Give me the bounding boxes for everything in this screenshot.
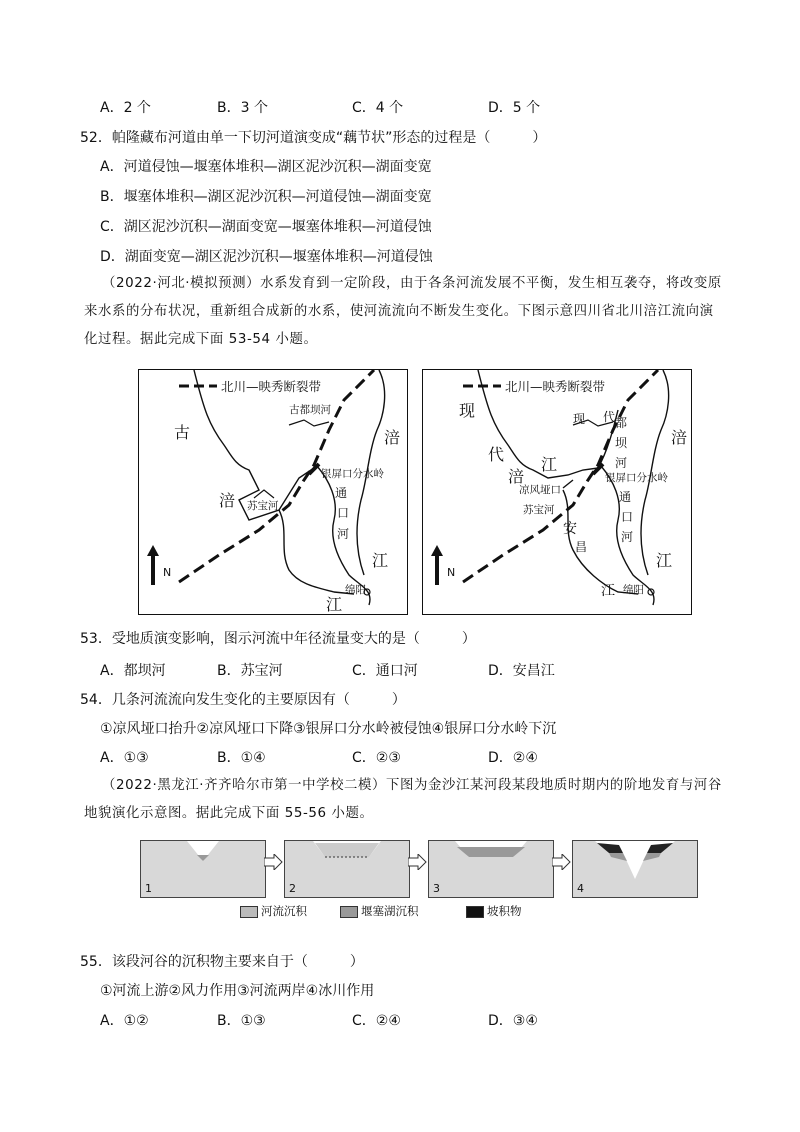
- q51-option-d: D．5 个: [488, 100, 541, 116]
- map-ancient: [138, 369, 408, 615]
- valley-panel-3: [428, 840, 554, 898]
- label-guduba: 古都坝河: [289, 404, 331, 416]
- valley-panel-1-drawing: [141, 841, 265, 897]
- q52-option-a: A．河道侵蚀—堰塞体堆积—湖区泥沙沉积—湖面变宽: [100, 159, 432, 175]
- panel-number-1: 1: [145, 882, 152, 895]
- panel-number-3: 3: [433, 882, 440, 895]
- label-jiang-2r: 江: [656, 551, 673, 570]
- q55-option-a: A．①②: [100, 1013, 149, 1029]
- label-he-2: 河: [621, 530, 634, 544]
- label-an: 安: [563, 521, 577, 537]
- label-chang: 昌: [575, 540, 588, 554]
- q52-stem: 52．帕隆藏布河道由单一下切河道演变成“藕节状”形态的过程是（ ）: [80, 130, 547, 146]
- q54-choices: ①凉风垭口抬升②凉风垭口下降③银屏口分水岭被侵蚀④银屏口分水岭下沉: [100, 721, 557, 737]
- q52-option-d: D．湖面变宽—湖区泥沙沉积—堰塞体堆积—河道侵蚀: [100, 249, 433, 265]
- label-yinping-2: 银屏口分水岭: [605, 472, 668, 484]
- label-kou: 口: [337, 506, 350, 520]
- legend-slope-deposit: [466, 903, 522, 919]
- label-x2: 现: [573, 412, 586, 426]
- panel-number-2: 2: [289, 882, 296, 895]
- label-kou-2: 口: [621, 510, 634, 524]
- q55-option-d: D．③④: [488, 1013, 538, 1029]
- label-fu-2: 涪: [671, 428, 688, 447]
- slope-deposit-swatch: [466, 906, 484, 918]
- q51-option-b: B．3 个: [217, 100, 268, 116]
- q54-option-a: A．①③: [100, 750, 149, 766]
- label-ba: 坝: [615, 436, 628, 450]
- north-label: N: [163, 566, 172, 579]
- north-label-2: N: [447, 566, 456, 579]
- q53-option-c: C．通口河: [352, 663, 418, 679]
- valley-panel-1: [140, 840, 266, 898]
- q55-option-c: C．②④: [352, 1013, 401, 1029]
- legend-lake-deposit-label: 堰塞湖沉积: [361, 904, 419, 918]
- legend-lake-deposit: [340, 903, 419, 919]
- map-ancient-drawing: [139, 370, 407, 614]
- label-xian: 现: [459, 401, 476, 420]
- q54-option-b: B．①④: [217, 750, 266, 766]
- label-he2: 河: [615, 456, 628, 470]
- valley-panel-3-drawing: [429, 841, 553, 897]
- intro-paragraph-1: （2022·河北·模拟预测）水系发育到一定阶段，由于各条河流发展不平衡，发生相互袭夺，将改变原来水系的分布状况，重新组合成新的水系，使河流流向不断发生变化。下图示意四川省北川涪江流向演化过程。据此完成下面 53-54 小题。: [84, 276, 722, 347]
- q53-option-b: B．苏宝河: [217, 663, 283, 679]
- q53-option-a: A．都坝河: [100, 663, 166, 679]
- label-mianyang: 绵阳: [345, 584, 366, 596]
- label-subao: 苏宝河: [247, 500, 279, 512]
- label-tong-2: 通: [619, 490, 632, 504]
- lake-deposit-swatch: [340, 906, 358, 918]
- q53-option-d: D．安昌江: [488, 663, 555, 679]
- q51-option-a: A．2 个: [100, 100, 151, 116]
- label-liangfeng: 凉风垭口: [519, 484, 561, 496]
- intro-paragraph-2: （2022·黑龙江·齐齐哈尔市第一中学校二模）下图为金沙江某河段某段地质时期内的阶地发育与河谷地貌演化示意图。据此完成下面 55-56 小题。: [84, 778, 722, 821]
- label-tong: 通: [335, 486, 348, 500]
- legend-river-deposit-label: 河流沉积: [261, 904, 307, 918]
- label-yinping: 银屏口分水岭: [321, 468, 384, 480]
- q53-stem: 53．受地质演变影响，图示河流中年径流量变大的是（ ）: [80, 631, 476, 647]
- legend-river-deposit: [240, 903, 307, 919]
- label-jiang-2: 江: [326, 595, 343, 614]
- q55-stem: 55．该段河谷的沉积物主要来自于（ ）: [80, 954, 364, 970]
- label-subao-2: 苏宝河: [523, 504, 555, 516]
- label-gu: 古: [174, 423, 191, 442]
- q55-option-b: B．①③: [217, 1013, 266, 1029]
- label-dai: 代: [488, 445, 505, 464]
- q54-option-c: C．②③: [352, 750, 401, 766]
- panel-number-4: 4: [577, 882, 584, 895]
- label-he: 河: [337, 527, 350, 541]
- q52-option-b: B．堰塞体堆积—湖区泥沙沉积—河道侵蚀—湖面变宽: [100, 189, 432, 205]
- q54-option-d: D．②④: [488, 750, 538, 766]
- q55-choices: ①河流上游②风力作用③河流两岸④冰川作用: [100, 983, 375, 999]
- q54-stem: 54．几条河流流向发生变化的主要原因有（ ）: [80, 692, 406, 708]
- valley-panel-4: [572, 840, 698, 898]
- label-mianyang-2: 绵阳: [623, 584, 644, 596]
- q51-option-c: C．4 个: [352, 100, 404, 116]
- label-fu: 涪: [384, 428, 401, 447]
- map-modern: [422, 369, 692, 615]
- label-han-2: 涪: [508, 467, 525, 486]
- valley-panel-2-drawing: [285, 841, 409, 897]
- label-jiang-3: 江: [601, 583, 615, 599]
- label-jiang-1: 江: [372, 551, 389, 570]
- label-d2: 代: [603, 410, 616, 424]
- legend-fault-label-2: 北川—映秀断裂带: [505, 379, 606, 394]
- label-han: 涪: [219, 491, 236, 510]
- river-deposit-swatch: [240, 906, 258, 918]
- legend-fault-label: 北川—映秀断裂带: [221, 379, 322, 394]
- legend-slope-deposit-label: 坡积物: [487, 904, 522, 918]
- valley-panel-2: [284, 840, 410, 898]
- valley-panel-4-drawing: [573, 841, 697, 897]
- q52-option-c: C．湖区泥沙沉积—湖面变宽—堰塞体堆积—河道侵蚀: [100, 219, 432, 235]
- label-jiang-r: 江: [541, 455, 558, 474]
- label-du: 都: [615, 416, 628, 430]
